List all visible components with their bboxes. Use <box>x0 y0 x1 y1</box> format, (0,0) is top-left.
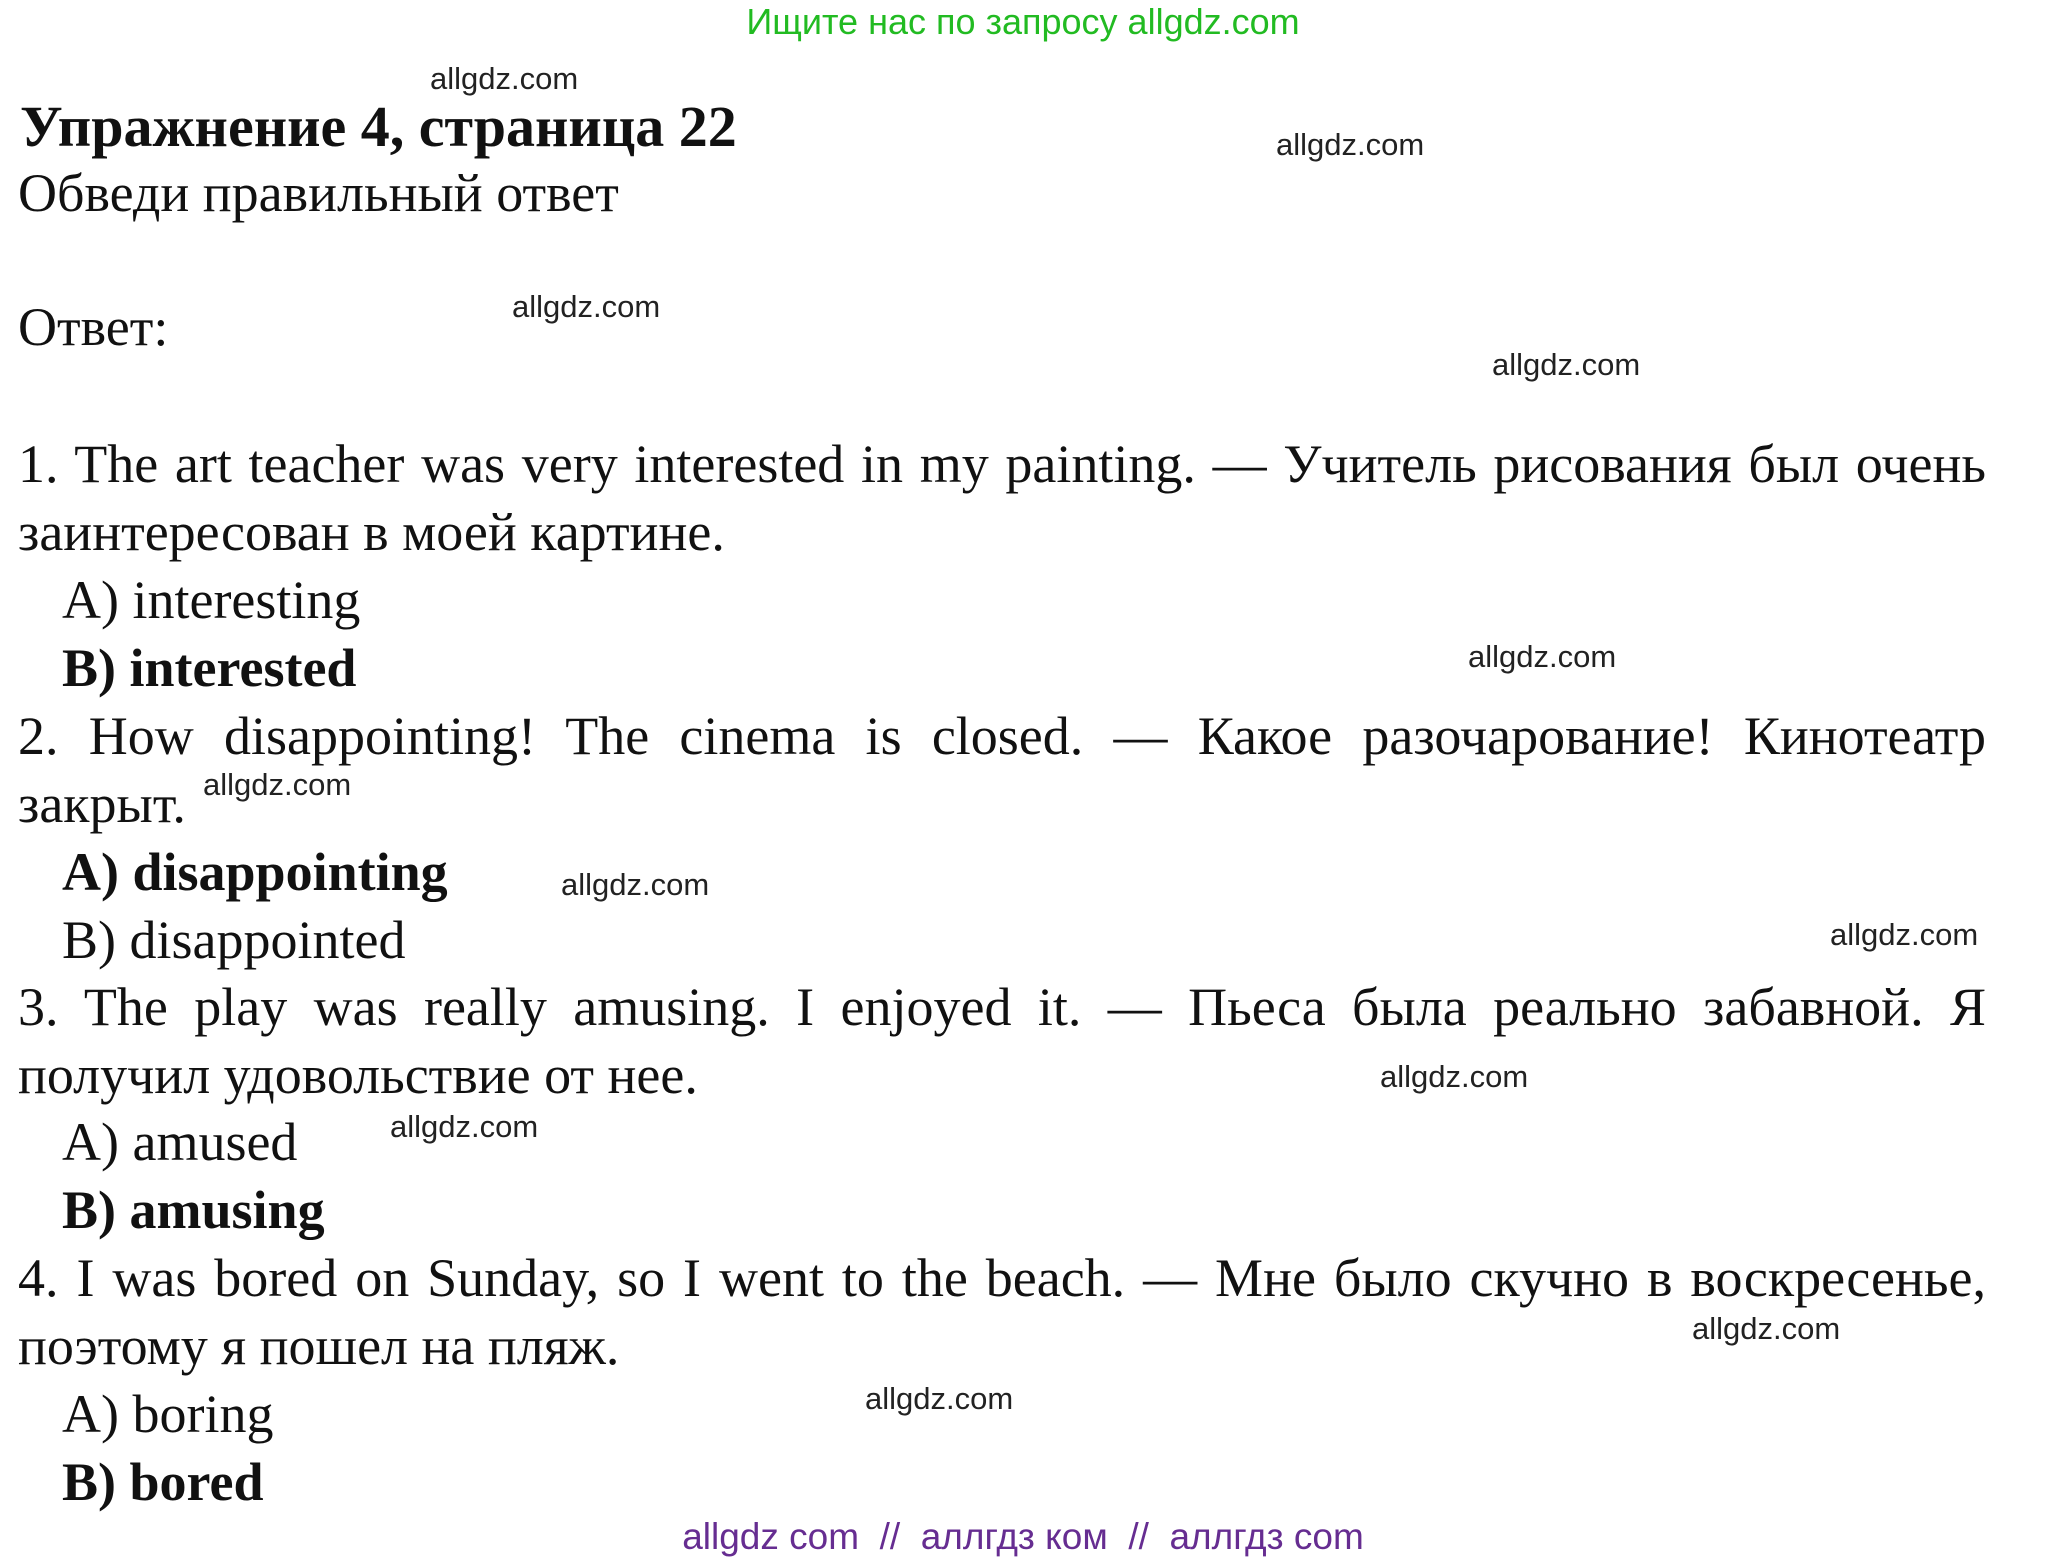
question-4-option-a: A) boring <box>62 1384 274 1444</box>
question-1: 1. The art teacher was very interested in my painting. — Учитель рисования был очень заинтересован в моей картине. <box>18 434 1986 562</box>
watermark: allgdz.com <box>1380 1059 1529 1094</box>
question-3-option-a: A) amused <box>62 1112 298 1172</box>
top-banner: Ищите нас по запросу allgdz.com <box>746 1 1300 42</box>
watermark: allgdz.com <box>1692 1311 1841 1346</box>
question-4-option-b: B) bored <box>62 1452 264 1512</box>
watermark: allgdz.com <box>1276 127 1425 162</box>
watermark: allgdz.com <box>512 289 661 324</box>
question-3: 3. The play was really amusing. I enjoyed it. — Пьеса была реально забавной. Я получил удовольствие от нее. <box>18 977 1986 1105</box>
watermark: allgdz.com <box>1830 917 1979 952</box>
question-1-option-b: B) interested <box>62 638 357 698</box>
bottom-banner: allgdz com // аллгдз ком // аллгдз com <box>682 1516 1364 1557</box>
watermark: allgdz.com <box>203 767 352 802</box>
watermark: allgdz.com <box>865 1381 1014 1416</box>
question-2: 2. How disappointing! The cinema is closed. — Какое разочарование! Кинотеатр закрыт. <box>18 706 1986 834</box>
question-4: 4. I was bored on Sunday, so I went to the beach. — Мне было скучно в воскресенье, поэтому я пошел на пляж. <box>18 1248 1986 1376</box>
answer-label: Ответ: <box>18 297 169 357</box>
watermark: allgdz.com <box>390 1109 539 1144</box>
exercise-instruction: Обведи правильный ответ <box>18 163 619 223</box>
question-3-option-b: B) amusing <box>62 1180 325 1240</box>
watermark: allgdz.com <box>1492 347 1641 382</box>
watermark: allgdz.com <box>430 61 579 96</box>
watermark: allgdz.com <box>561 867 710 902</box>
watermark: allgdz.com <box>1468 639 1617 674</box>
question-2-option-b: B) disappointed <box>62 910 406 970</box>
question-1-option-a: A) interesting <box>62 570 361 630</box>
exercise-title: Упражнение 4, страница 22 <box>20 94 737 159</box>
question-2-option-a: A) disappointing <box>62 842 448 902</box>
